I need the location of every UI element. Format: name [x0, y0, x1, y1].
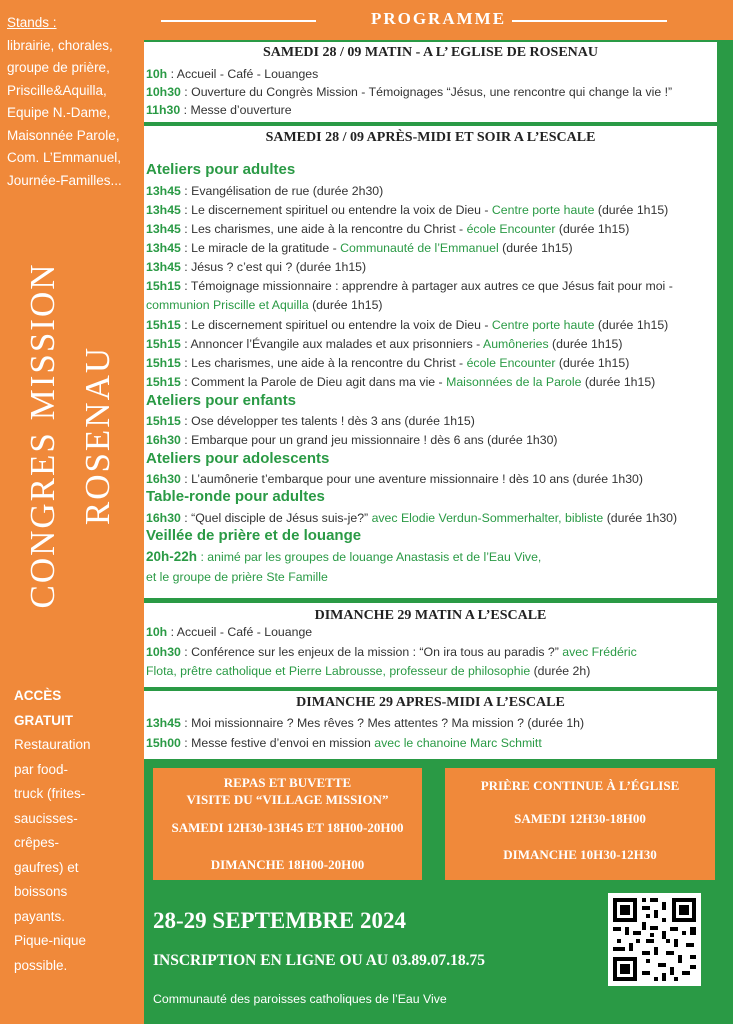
section-title-teens: Ateliers pour adolescents: [146, 450, 330, 467]
time: 15h15: [146, 356, 181, 370]
access-line: gaufres) et: [14, 859, 79, 875]
section-title-round-table: Table-ronde pour adultes: [146, 488, 325, 505]
left-column: [0, 0, 144, 1024]
officiant: avec le chanoine Marc Schmitt: [374, 736, 542, 750]
activity: : Conférence sur les enjeux de la mission : “On ira tous au paradis ?”: [180, 645, 563, 659]
activity: : Comment la Parole de Dieu agit dans ma vie -: [180, 375, 447, 389]
section-title-adults: Ateliers pour adultes: [146, 161, 296, 178]
duration: (durée 1h15): [308, 298, 383, 312]
time: 10h: [146, 67, 168, 81]
schedule-row: [146, 67, 318, 81]
access-line: Pique-nique: [14, 933, 87, 948]
activity: : Ouverture du Congrès Mission - Témoignages “Jésus, une rencontre qui change la vie !”: [180, 85, 673, 99]
saturday-morning-block: [144, 42, 717, 122]
duration: (durée 1h15): [548, 337, 623, 351]
access-line: payants.: [14, 908, 66, 924]
time: 15h15: [146, 337, 181, 351]
section-title-children: Ateliers pour enfants: [146, 392, 297, 409]
activity: : Messe d’ouverture: [180, 103, 292, 117]
prayer-saturday: SAMEDI 12H30-18H00: [514, 811, 646, 826]
time: 15h15: [146, 279, 181, 293]
access-title-1: ACCÈS: [14, 688, 62, 703]
schedule-row: [146, 222, 629, 236]
schedule-row: [146, 511, 677, 525]
stands-line: Com. L’Emmanuel,: [7, 150, 122, 165]
vertical-title-line1: CONGRES MISSION: [23, 262, 62, 609]
stands-list: [7, 12, 139, 192]
schedule-row: [146, 260, 366, 274]
organizer-community: Communauté des paroisses catholiques de l’Eau Vive: [153, 992, 447, 1006]
meals-saturday: SAMEDI 12H30-13H45 ET 18H00-20H00: [171, 820, 404, 835]
time: 15h00: [146, 736, 181, 750]
stands-line: Equipe N.-Dame,: [7, 105, 111, 120]
saturday-afternoon-block: [144, 126, 717, 598]
schedule-row-continued: [146, 664, 590, 678]
vertical-title-rotated: [23, 238, 121, 633]
access-info: [14, 684, 136, 978]
stands-line: Journée-Familles...: [7, 172, 122, 188]
activity: : Embarque pour un grand jeu missionnaire ! dès 6 ans (durée 1h30): [180, 433, 558, 447]
organizer: école Encounter: [466, 356, 556, 370]
sunday-afternoon-block: [144, 691, 717, 759]
duration: (durée 1h15): [581, 375, 656, 389]
schedule-row: [146, 241, 573, 255]
time: 10h: [146, 625, 168, 639]
schedule-row: [146, 184, 383, 198]
access-line: par food-: [14, 761, 69, 777]
stands-line: groupe de prière,: [7, 60, 110, 75]
access-title-2: GRATUIT: [14, 712, 73, 728]
section-title-vigil: Veillée de prière et de louange: [146, 527, 362, 544]
header-divider-right: [512, 20, 667, 22]
organizer: Centre porte haute: [491, 203, 595, 217]
time: 15h15: [146, 375, 181, 389]
programme-header: [144, 0, 733, 40]
schedule-row: [146, 472, 643, 486]
activity: : Accueil - Café - Louanges: [167, 67, 319, 81]
qr-code[interactable]: [608, 893, 701, 986]
qr-code-icon: [608, 893, 701, 986]
activity: : Le discernement spirituel ou entendre la voix de Dieu -: [180, 318, 492, 332]
schedule-row-continued: [146, 298, 383, 312]
time: 16h30: [146, 433, 181, 447]
schedule-row: [146, 414, 475, 428]
activity: : L’aumônerie t’embarque pour une aventure missionnaire ! dès 10 ans (durée 1h30): [180, 472, 643, 486]
registration-info: INSCRIPTION EN LIGNE OU AU 03.89.07.18.75: [153, 952, 486, 969]
access-line: crêpes-: [14, 835, 60, 850]
schedule-row: [146, 318, 668, 332]
time: 10h30: [146, 85, 181, 99]
activity: : Les charismes, une aide à la rencontre du Christ -: [180, 222, 467, 236]
schedule-row: [146, 337, 622, 351]
activity: : Messe festive d’envoi en mission: [180, 736, 375, 750]
stands-title: Stands :: [7, 15, 57, 30]
organizer: communion Priscille et Aquilla: [146, 298, 309, 312]
vertical-title: [23, 238, 121, 633]
activity: : Jésus ? c’est qui ? (durée 1h15): [180, 260, 367, 274]
time: 15h15: [146, 414, 181, 428]
sunday-morning-block: [144, 603, 717, 687]
organizer: Maisonnées de la Parole: [446, 375, 582, 389]
activity: : Moi missionnaire ? Mes rêves ? Mes attentes ? Ma mission ? (durée 1h): [180, 716, 585, 730]
programme-title: PROGRAMME: [370, 9, 507, 28]
duration: (durée 2h): [530, 664, 591, 678]
time: 10h30: [146, 645, 181, 659]
duration: (durée 1h15): [555, 222, 630, 236]
activity: : Ose développer tes talents ! dès 3 ans (durée 1h15): [180, 414, 475, 428]
speakers: Flota, prêtre catholique et Pierre Labrousse, professeur de philosophie: [146, 664, 531, 678]
organizer: avec Elodie Verdun-Sommerhalter, bibliste: [371, 511, 604, 525]
activity: : animé par les groupes de louange Anastasis et de l’Eau Vive,: [197, 550, 542, 564]
activity: : “Quel disciple de Jésus suis-je?”: [180, 511, 372, 525]
access-line: boissons: [14, 884, 68, 899]
saturday-afternoon-heading: SAMEDI 28 / 09 APRÈS-MIDI ET SOIR A L’ESCALE: [265, 130, 596, 145]
time: 13h45: [146, 184, 181, 198]
duration: (durée 1h15): [498, 241, 573, 255]
village-title: VISITE DU “VILLAGE MISSION”: [186, 792, 389, 807]
organizer: Communauté de l’Emmanuel: [340, 241, 499, 255]
speakers: avec Frédéric: [562, 645, 637, 659]
schedule-row: [146, 645, 637, 659]
time: 11h30: [146, 103, 181, 117]
organizer: Aumôneries: [483, 337, 549, 351]
activity: : Les charismes, une aide à la rencontre du Christ -: [180, 356, 467, 370]
sunday-morning-heading: DIMANCHE 29 MATIN A L’ESCALE: [314, 608, 547, 623]
duration: (durée 1h30): [603, 511, 678, 525]
organizer: Centre porte haute: [491, 318, 595, 332]
time: 16h30: [146, 472, 181, 486]
schedule-row: [146, 356, 629, 370]
vertical-title-line2: ROSENAU: [78, 345, 117, 526]
schedule-row: [146, 716, 584, 730]
time: 13h45: [146, 260, 181, 274]
saturday-morning-heading: SAMEDI 28 / 09 MATIN - A L’ EGLISE DE ROSENAU: [262, 45, 599, 60]
organizer: école Encounter: [466, 222, 556, 236]
time: 15h15: [146, 318, 181, 332]
time: 20h-22h: [146, 549, 198, 564]
prayer-title: PRIÈRE CONTINUE À L’ÉGLISE: [480, 778, 680, 793]
duration: (durée 1h15): [594, 318, 669, 332]
schedule-row: [146, 375, 655, 389]
prayer-sunday: DIMANCHE 10H30-12H30: [503, 847, 657, 862]
schedule-row: [146, 85, 672, 99]
event-dates: 28-29 SEPTEMBRE 2024: [153, 908, 407, 933]
time: 13h45: [146, 222, 181, 236]
stands-line: Priscille&Aquilla,: [7, 82, 107, 98]
activity: : Accueil - Café - Louange: [167, 625, 313, 639]
time: 13h45: [146, 203, 181, 217]
activity: : Témoignage missionnaire : apprendre à partager aux autres ce que Jésus fait pour moi -: [180, 279, 673, 293]
stands-line: librairie, chorales,: [7, 37, 113, 53]
activity: : Le discernement spirituel ou entendre la voix de Dieu -: [180, 203, 492, 217]
access-line: possible.: [14, 957, 68, 973]
activity: : Le miracle de la gratitude -: [180, 241, 341, 255]
time: 13h45: [146, 716, 181, 730]
access-line: truck (frites-: [14, 786, 86, 801]
sunday-afternoon-heading: DIMANCHE 29 APRES-MIDI A L’ESCALE: [296, 695, 565, 710]
activity: : Evangélisation de rue (durée 2h30): [180, 184, 384, 198]
prayer-box: [445, 768, 715, 880]
schedule-row: [146, 103, 292, 117]
access-line: Restauration: [14, 737, 91, 752]
meals-box: [153, 768, 422, 880]
activity: : Annoncer l’Évangile aux malades et aux prisonniers -: [180, 337, 484, 351]
meals-sunday: DIMANCHE 18H00-20H00: [210, 857, 365, 872]
schedule-row: [146, 625, 312, 639]
time: 13h45: [146, 241, 181, 255]
schedule-row: [146, 736, 542, 750]
schedule-row: [146, 203, 668, 217]
meals-title: REPAS ET BUVETTE: [223, 775, 352, 790]
schedule-row-continued: et le groupe de prière Ste Famille: [146, 570, 328, 584]
schedule-row: [146, 279, 673, 293]
stands-line: Maisonnée Parole,: [7, 127, 120, 143]
schedule-row: [146, 549, 541, 564]
time: 16h30: [146, 511, 181, 525]
duration: (durée 1h15): [594, 203, 669, 217]
duration: (durée 1h15): [555, 356, 630, 370]
access-line: saucisses-: [14, 810, 78, 826]
schedule-row: [146, 433, 558, 447]
